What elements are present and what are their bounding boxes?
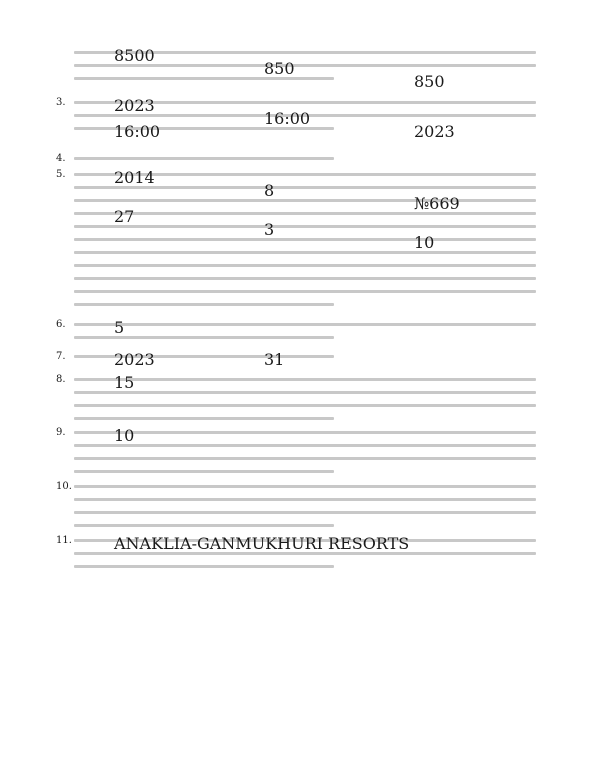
list-item xyxy=(56,152,536,165)
text-line-placeholder xyxy=(74,331,536,344)
list-item xyxy=(56,96,536,141)
text-line-placeholder xyxy=(74,207,536,220)
text-line-placeholder xyxy=(74,386,536,399)
redacted-text-bar xyxy=(74,391,536,394)
redacted-text-bar xyxy=(74,378,536,381)
list-item xyxy=(56,168,536,311)
redacted-text-bar xyxy=(74,277,536,280)
list-item-number: 5. xyxy=(56,169,66,180)
redacted-text-bar xyxy=(74,498,536,501)
text-line-placeholder xyxy=(74,426,536,439)
redacted-text-bar xyxy=(74,264,536,267)
list-item-number: 3. xyxy=(56,97,66,108)
redacted-text-bar xyxy=(74,290,536,293)
readable-fragment: 16:00 xyxy=(264,109,311,128)
list-item-number: 10. xyxy=(56,481,72,492)
text-line-placeholder xyxy=(74,298,536,311)
text-line-placeholder xyxy=(74,439,536,452)
readable-fragment: ANAKLIA-GANMUKHURI RESORTS xyxy=(114,534,410,553)
text-line-placeholder xyxy=(74,452,536,465)
redacted-text-bar xyxy=(74,336,334,339)
readable-fragment: 2023 xyxy=(414,122,455,141)
redacted-text-bar xyxy=(74,565,334,568)
readable-fragment: 16:00 xyxy=(114,122,161,141)
text-line-placeholder xyxy=(74,519,536,532)
readable-fragment: 2023 xyxy=(114,96,155,115)
readable-fragment: 850 xyxy=(264,59,295,78)
text-line-placeholder xyxy=(74,480,536,493)
list-item xyxy=(56,373,536,425)
text-line-placeholder xyxy=(74,465,536,478)
list-item xyxy=(56,426,536,478)
text-line-placeholder xyxy=(74,285,536,298)
text-line-placeholder xyxy=(74,194,536,207)
redacted-text-bar xyxy=(74,303,334,306)
list-item-number: 9. xyxy=(56,427,66,438)
redacted-text-bar xyxy=(74,524,334,527)
readable-fragment: 31 xyxy=(264,350,285,369)
redacted-text-bar xyxy=(74,77,334,80)
redacted-text-bar xyxy=(74,511,536,514)
redacted-text-bar xyxy=(74,323,536,326)
text-line-placeholder xyxy=(74,318,536,331)
text-line-placeholder xyxy=(74,233,536,246)
list-item xyxy=(56,46,536,91)
redacted-text-bar xyxy=(74,444,536,447)
list-item-number: 4. xyxy=(56,153,66,164)
readable-fragment: 10 xyxy=(114,426,135,445)
text-line-placeholder xyxy=(74,373,536,386)
text-line-placeholder xyxy=(74,246,536,259)
list-item-number: 8. xyxy=(56,374,66,385)
list-item-number: 6. xyxy=(56,319,66,330)
readable-fragment: №669 xyxy=(414,194,460,213)
redacted-text-bar xyxy=(74,404,536,407)
redacted-text-bar xyxy=(74,157,334,160)
text-line-placeholder xyxy=(74,220,536,233)
readable-fragment: 8 xyxy=(264,181,275,200)
redacted-text-bar xyxy=(74,355,334,358)
list-item xyxy=(56,350,536,369)
redacted-text-bar xyxy=(74,470,334,473)
readable-fragment: 2023 xyxy=(114,350,155,369)
text-line-placeholder xyxy=(74,506,536,519)
text-line-placeholder xyxy=(74,493,536,506)
text-line-placeholder xyxy=(74,412,536,425)
list-item-number: 7. xyxy=(56,351,66,362)
list-item-number: 11. xyxy=(56,535,72,546)
text-line-placeholder xyxy=(74,259,536,272)
text-line-placeholder xyxy=(74,272,536,285)
redacted-text-bar xyxy=(74,251,536,254)
readable-fragment: 2014 xyxy=(114,168,155,187)
text-line-placeholder xyxy=(74,152,536,165)
list-item xyxy=(56,480,536,532)
list-item xyxy=(56,534,536,573)
redacted-text-bar xyxy=(74,199,536,202)
readable-fragment: 850 xyxy=(414,72,445,91)
readable-fragment: 15 xyxy=(114,373,135,392)
redacted-text-bar xyxy=(74,457,536,460)
redacted-text-bar xyxy=(74,417,334,420)
redacted-text-bar xyxy=(74,431,536,434)
list-item xyxy=(56,318,536,344)
redacted-text-bar xyxy=(74,485,536,488)
redacted-text-bar xyxy=(74,238,536,241)
readable-fragment: 5 xyxy=(114,318,125,337)
readable-fragment: 3 xyxy=(264,220,275,239)
text-line-placeholder xyxy=(74,72,536,85)
text-line-placeholder xyxy=(74,399,536,412)
readable-fragment: 8500 xyxy=(114,46,155,65)
redacted-text-bar xyxy=(74,225,536,228)
readable-fragment: 27 xyxy=(114,207,135,226)
redacted-text-bar xyxy=(74,212,536,215)
readable-fragment: 10 xyxy=(414,233,435,252)
text-line-placeholder xyxy=(74,560,536,573)
